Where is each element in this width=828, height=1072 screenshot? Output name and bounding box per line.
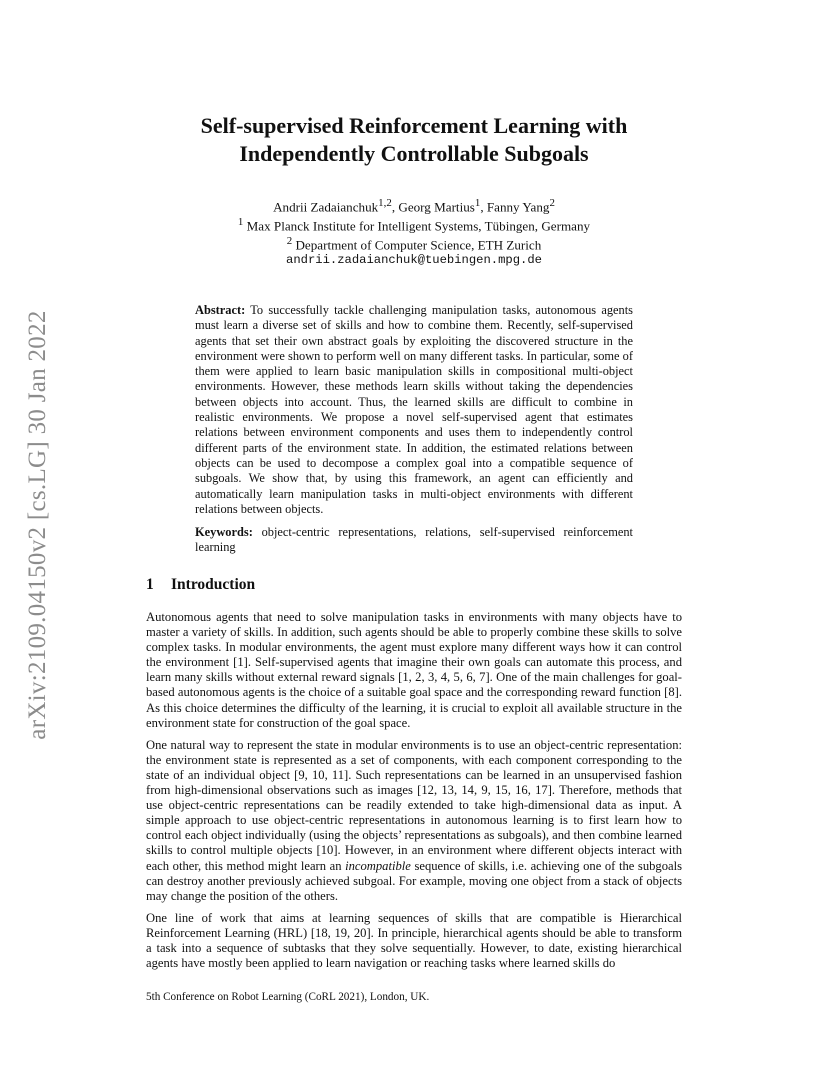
section-number: 1	[146, 576, 154, 593]
author-email: andrii.zadaianchuk@tuebingen.mpg.de	[286, 252, 542, 267]
introduction-body	[146, 610, 682, 978]
author-block	[146, 196, 682, 268]
abstract	[195, 303, 633, 517]
keywords-text: object-centric representations, relations, self-supervised reinforcement learning	[195, 525, 633, 555]
section-title: Introduction	[171, 576, 256, 593]
arxiv-identifier: arXiv:2109.04150v2 [cs.LG] 30 Jan 2022	[24, 310, 51, 740]
conference-footer: 5th Conference on Robot Learning (CoRL 2021), London, UK.	[146, 991, 430, 1003]
paper-title	[146, 112, 682, 168]
abstract-label: Abstract:	[195, 303, 246, 317]
keywords	[195, 525, 633, 556]
keywords-label: Keywords:	[195, 525, 253, 539]
section-heading-introduction	[146, 576, 255, 594]
paragraph-3: One line of work that aims at learning sequences of skills that are compatible is Hierarchical Reinforcement Learning (HRL) [18, 19, 20]. In principle, hierarchical agents should be able to transform a task into a sequence of subtasks that they solve sequentially. However, to date, existing hierarchical agents have mostly been applied to learn navigation or reaching tasks where learned skills do	[146, 910, 682, 971]
affiliation-2: $^2$ Department of Computer Science, ETH Zurich	[286, 234, 542, 253]
arxiv-identifier-margin	[18, 290, 58, 760]
author-names: Andrii Zadaianchuk$^{1,2}$, Georg Martius$^1$, Fanny Yang$^2$	[273, 197, 555, 215]
paragraph-1: Autonomous agents that need to solve manipulation tasks in environments with many objects have to master a variety of skills. In addition, such agents should be able to properly combine these skills to solve complex tasks. In modular environments, the agent must explore many different ways how it can control the environment [1]. Self-supervised agents that imagine their own goals can automate this process, and learn many skills without external reward signals [1, 2, 3, 4, 5, 6, 7]. One of the main challenges for goal-based autonomous agents is the choice of a suitable goal space and the corresponding reward function [8]. As this choice determines the difficulty of the learning, it is crucial to exploit all available structure in the environment state for construction of the goal space.	[146, 610, 682, 730]
paragraph-2: One natural way to represent the state in modular environments is to use an object-centric representation: the environment state is represented as a set of components, with each component corresponding to the state of an individual object [9, 10, 11]. Such representations can be learned in an unsupervised fashion from high-dimensional observations such as images [12, 13, 14, 9, 15, 16, 17]. Therefore, methods that use object-centric representations can be readily extended to take high-dimensional data as input. A simple approach to use object-centric representations in autonomous learning is to first learn how to control each object individually (using the objects’ representations as subgoals), and then combine learned skills to control multiple objects [10]. However, in an environment where different objects interact with each other, this method might learn an incompatible sequence of skills, i.e. achieving one of the subgoals can destroy another previously achieved subgoal. For example, moving one object from a stack of objects may change the position of the others.	[146, 737, 683, 903]
title-line-2: Independently Controllable Subgoals	[239, 141, 589, 166]
abstract-text: To successfully tackle challenging manipulation tasks, autonomous agents must learn a diverse set of skills and how to combine them. Recently, self-supervised agents that set their own abstract goals by exploiting the discovered structure in the environment were shown to perform well on many different tasks. In particular, some of them were applied to learn basic manipulation skills in compositional multi-object environments. However, these methods learn skills without taking the dependencies between objects into account. Thus, the learned skills are difficult to combine in realistic environments. We propose a novel self-supervised agent that estimates relations between environment components and uses them to independently control different parts of the environment state. In addition, the estimated relations between objects can be used to decompose a complex goal into a compatible sequence of subgoals. We show that, by using this framework, an agent can efficiently and automatically learn manipulation tasks in multi-object environments with different relations between objects.	[195, 303, 633, 516]
affiliation-1: $^1$ Max Planck Institute for Intelligent Systems, Tübingen, Germany	[237, 215, 591, 234]
title-line-1: Self-supervised Reinforcement Learning with	[200, 113, 628, 138]
